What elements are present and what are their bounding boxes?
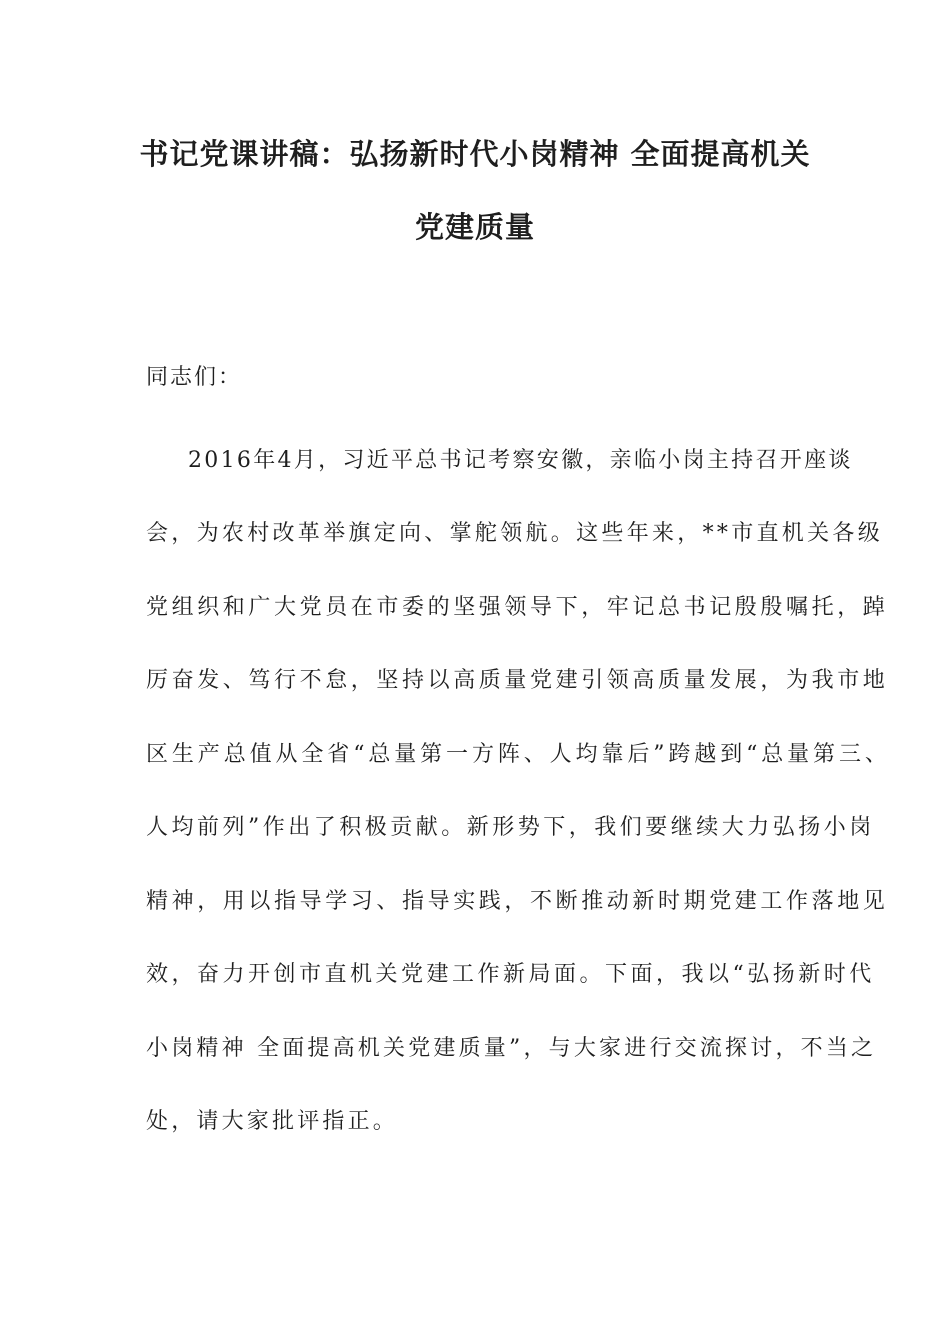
greeting: 同志们： [146, 365, 243, 390]
document-title-line-1: 书记党课讲稿：弘扬新时代小岗精神 全面提高机关 [139, 137, 811, 171]
paragraph-line: 精神，用以指导学习、指导实践，不断推动新时期党建工作落地见 [146, 889, 889, 914]
paragraph-line: 厉奋发、笃行不怠，坚持以高质量党建引领高质量发展，为我市地 [146, 668, 889, 693]
paragraph-line: 2016年4月，习近平总书记考察安徽，亲临小岗主持召开座谈 [188, 448, 853, 473]
paragraph-line: 党组织和广大党员在市委的坚强领导下，牢记总书记殷殷嘱托，踔 [146, 595, 889, 620]
paragraph-line: 区生产总值从全省“总量第一方阵、人均靠后”跨越到“总量第三、 [146, 742, 891, 767]
document-title-line-2: 党建质量 [414, 210, 535, 244]
paragraph-line: 处，请大家批评指正。 [146, 1109, 399, 1134]
paragraph-line: 人均前列”作出了积极贡献。新形势下，我们要继续大力弘扬小岗 [146, 815, 875, 840]
paragraph-line: 会，为农村改革举旗定向、掌舵领航。这些年来，**市直机关各级 [146, 521, 884, 546]
paragraph-line: 效，奋力开创市直机关党建工作新局面。下面，我以“弘扬新时代 [146, 962, 875, 987]
paragraph-line: 小岗精神 全面提高机关党建质量”，与大家进行交流探讨，不当之 [146, 1036, 877, 1061]
